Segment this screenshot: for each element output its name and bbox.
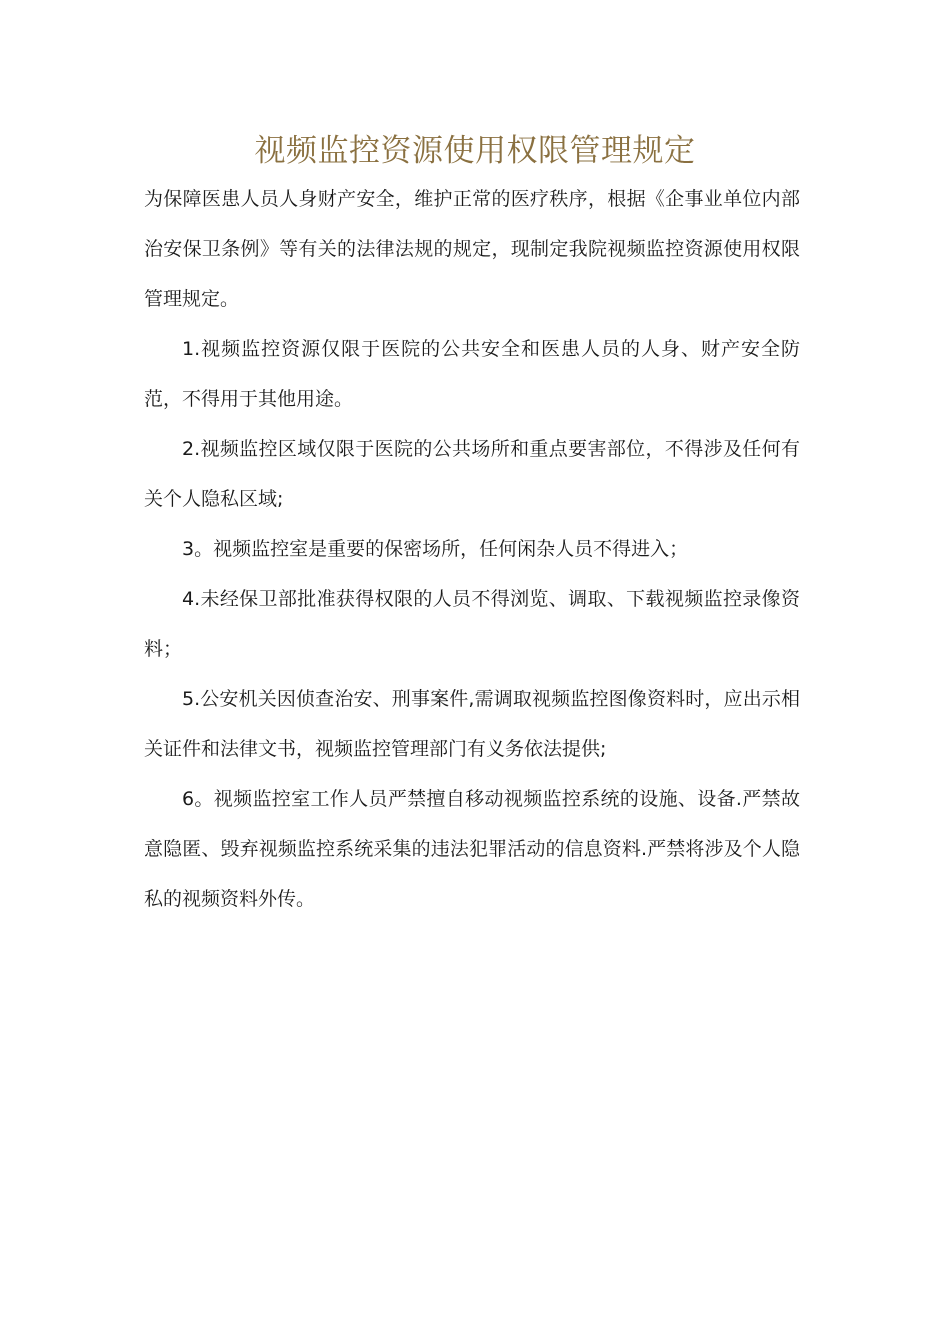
rule-item-6: 6。视频监控室工作人员严禁擅自移动视频监控系统的设施、设备.严禁故意隐匿、毁弃视频监控系统采集的违法犯罪活动的信息资料.严禁将涉及个人隐私的视频资料外传。 xyxy=(144,788,800,910)
rule-item-1: 1.视频监控资源仅限于医院的公共安全和医患人员的人身、财产安全防范，不得用于其他用途。 xyxy=(144,338,800,410)
intro-paragraph: 为保障医患人员人身财产安全，维护正常的医疗秩序，根据《企事业单位内部治安保卫条例》等有关的法律法规的规定，现制定我院视频监控资源使用权限管理规定。 xyxy=(144,188,800,310)
rule-item-4: 4.未经保卫部批准获得权限的人员不得浏览、调取、下载视频监控录像资料； xyxy=(144,588,800,660)
rule-item-2: 2.视频监控区域仅限于医院的公共场所和重点要害部位，不得涉及任何有关个人隐私区域; xyxy=(144,438,800,510)
rule-item-5: 5.公安机关因侦查治安、刑事案件,需调取视频监控图像资料时，应出示相关证件和法律文书，视频监控管理部门有义务依法提供; xyxy=(144,688,800,760)
rule-item-3: 3。视频监控室是重要的保密场所，任何闲杂人员不得进入； xyxy=(182,538,689,560)
document-body xyxy=(144,174,800,924)
document-title: 视频监控资源使用权限管理规定 xyxy=(254,133,696,169)
